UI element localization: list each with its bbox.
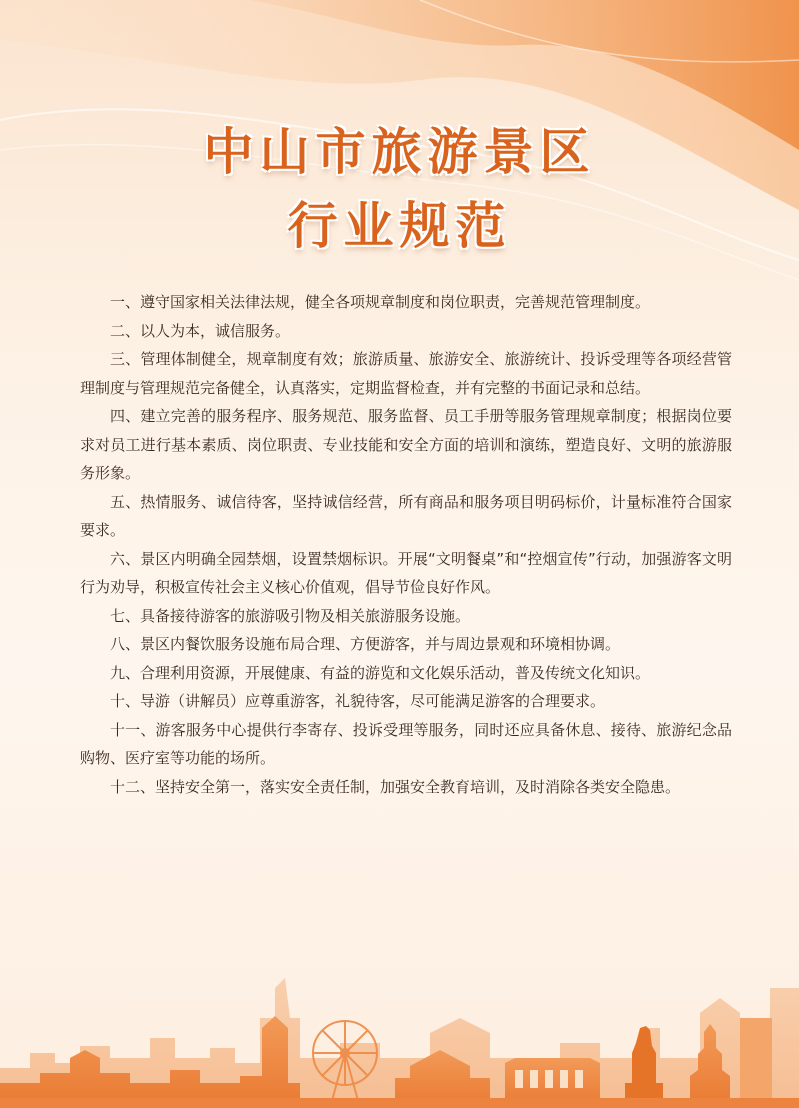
regulation-item-10: 十、导游（讲解员）应尊重游客，礼貌待客，尽可能满足游客的合理要求。 [110, 692, 606, 710]
regulation-item-9: 九、合理利用资源，开展健康、有益的游览和文化娱乐活动，普及传统文化知识。 [110, 663, 651, 682]
regulation-item-5: 五、热情服务、诚信待客，坚持诚信经营，所有商品和服务项目明码标价，计量标准符合国家要求。 [80, 492, 732, 539]
regulation-item-8: 八、景区内餐饮服务设施布局合理、方便游客，并与周边景观和环境相协调。 [110, 635, 621, 653]
page-title-line-1: 中山市旅游景区 [203, 123, 596, 181]
regulation-item-7: 七、具备接待游客的旅游吸引物及相关旅游服务设施。 [110, 606, 471, 625]
regulation-item-3: 三、管理体制健全，规章制度有效；旅游质量、旅游安全、旅游统计、投诉受理等各项经营管理制度与管理规范完备健全，认真落实，定期监督检查，并有完整的书面记录和总结。 [80, 350, 732, 397]
regulation-item-2: 二、以人为本，诚信服务。 [110, 321, 291, 340]
city-skyline-illustration [0, 958, 799, 1108]
regulations-body [80, 288, 732, 801]
regulation-item-12: 十二、坚持安全第一，落实安全责任制，加强安全教育培训，及时消除各类安全隐患。 [110, 777, 681, 796]
regulation-item-1: 一、遵守国家相关法律法规，健全各项规章制度和岗位职责，完善规范管理制度。 [110, 293, 651, 311]
regulation-item-6: 六、景区内明确全园禁烟，设置禁烟标识。开展“文明餐桌”和“控烟宣传”行动，加强游客文明行为劝导，积极宣传社会主义核心价值观，倡导节俭良好作风。 [80, 549, 732, 596]
regulation-item-4: 四、建立完善的服务程序、服务规范、服务监督、员工手册等服务管理规章制度；根据岗位要求对员工进行基本素质、岗位职责、专业技能和安全方面的培训和演练，塑造良好、文明的旅游服务形象。 [80, 407, 732, 482]
page-title-line-2: 行业规范 [287, 197, 512, 255]
regulation-item-11: 十一、游客服务中心提供行李寄存、投诉受理等服务，同时还应具备休息、接待、旅游纪念品购物、医疗室等功能的场所。 [80, 720, 732, 767]
